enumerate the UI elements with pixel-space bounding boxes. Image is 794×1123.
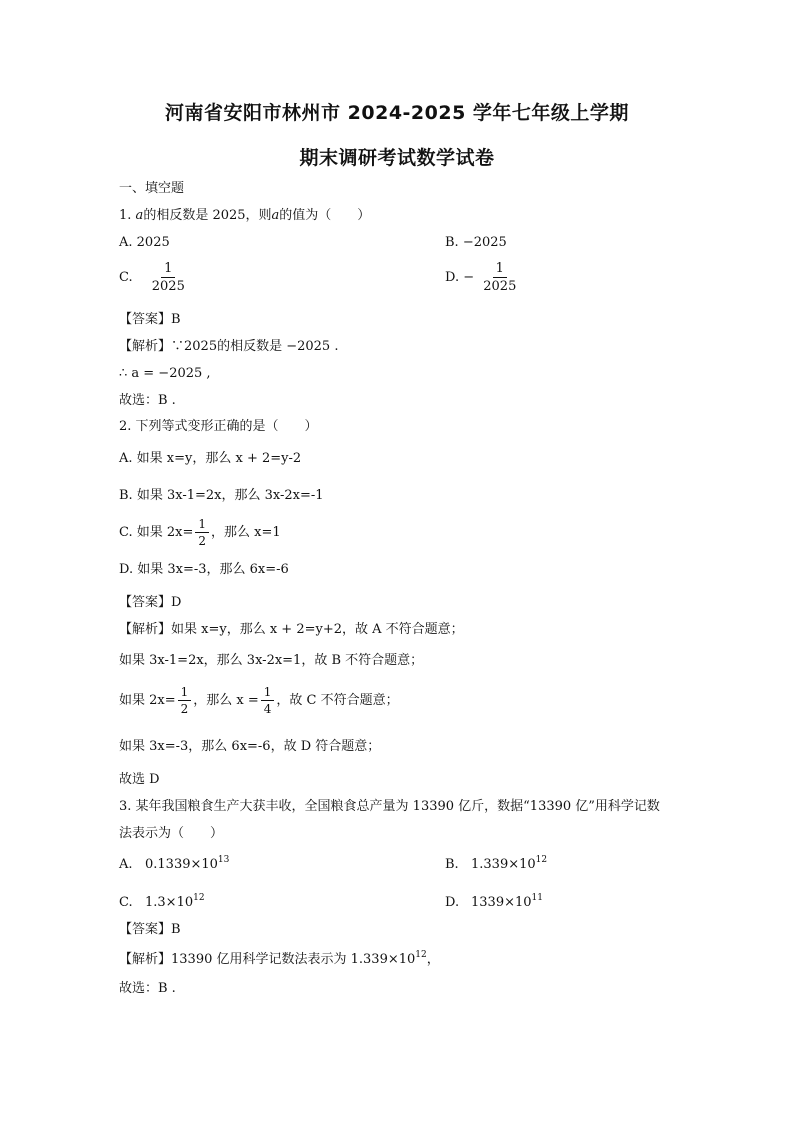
q1-stem-text-b: 的值为（ ）: [279, 208, 371, 223]
q3-option-d: [445, 894, 543, 912]
fraction-numerator: 1: [261, 686, 275, 701]
fraction-denominator: 2: [180, 702, 189, 716]
q3-option-d-base: 1339×10: [471, 895, 532, 910]
q2-answer: 【答案】D: [119, 595, 182, 610]
q1-option-c-label: C.: [119, 270, 133, 285]
q3-option-d-label: D.: [445, 895, 460, 910]
q3-stem-line-1: 3. 某年我国粮食生产大获丰收，全国粮食总产量为 13390 亿斤，数据“13390 亿”用科学记数: [119, 799, 660, 814]
q1-answer: 【答案】B: [119, 312, 181, 327]
q2-explanation-3-mid: ，那么 x =: [193, 693, 259, 708]
q2-explanation-3-pre: 如果 2x=: [119, 693, 176, 708]
fraction-denominator: 2025: [483, 279, 517, 294]
q3-explanation-1-pre: 【解析】13390 亿用科学记数法表示为: [119, 952, 351, 967]
q3-option-a-label: A.: [119, 857, 133, 872]
q2-explanation-1: 【解析】如果 x=y，那么 x + 2=y+2，故 A 不符合题意；: [119, 622, 464, 637]
q1-stem-text-a: 的相反数是 2025，则: [143, 208, 272, 223]
q3-option-b-base: 1.339×10: [471, 857, 536, 872]
q3-option-d-exponent: 11: [531, 893, 543, 903]
q3-option-c: [119, 894, 205, 912]
q3-option-b: [445, 856, 547, 874]
q1-option-d-label: D. −: [445, 270, 475, 285]
q2-explanation-2: 如果 3x-1=2x，那么 3x-2x=1，故 B 不符合题意；: [119, 653, 424, 668]
document-title-line-2: 期末调研考试数学试卷: [299, 147, 495, 169]
fraction-denominator: 2025: [151, 279, 185, 294]
fraction-numerator: 1: [493, 262, 507, 278]
q3-explanation-1-exponent: 12: [415, 950, 427, 960]
fraction-denominator: 2: [198, 534, 207, 548]
q2-option-c-fraction: [195, 518, 209, 547]
fraction-denominator: 4: [263, 702, 272, 716]
fraction-numerator: 1: [161, 262, 175, 278]
q3-answer: 【答案】B: [119, 922, 181, 937]
q3-explanation-1-post: ，: [426, 952, 440, 967]
q3-option-a: [119, 856, 229, 874]
q2-option-c-pre: C. 如果 2x=: [119, 525, 194, 540]
q2-stem: 2. 下列等式变形正确的是（ ）: [119, 419, 318, 434]
q3-option-c-exponent: 12: [193, 893, 205, 903]
q2-option-d: D. 如果 3x=-3，那么 6x=-6: [119, 562, 289, 577]
q2-explanation-3-fraction-1: [178, 686, 192, 715]
q3-option-c-base: 1.3×10: [145, 895, 194, 910]
q2-option-c-post: ，那么 x=1: [211, 525, 281, 540]
q3-option-a-exponent: 13: [217, 855, 230, 865]
q1-explanation-2: ∴ a = −2025 ,: [119, 366, 211, 381]
q3-stem-line-2: 法表示为（ ）: [119, 826, 224, 841]
document-title-line-1: 河南省安阳市林州市 2024-2025 学年七年级上学期: [165, 102, 629, 124]
q1-explanation-1: 【解析】∵2025的相反数是 −2025 .: [119, 339, 339, 354]
q1-variable-2: a: [271, 208, 280, 223]
q2-option-b: B. 如果 3x-1=2x，那么 3x-2x=-1: [119, 488, 324, 503]
fraction-numerator: 1: [178, 686, 192, 701]
q1-explanation-3: 故选：B .: [119, 393, 176, 408]
q2-explanation-5: 故选 D: [119, 772, 160, 787]
q3-explanation-2: 故选：B .: [119, 981, 176, 996]
q2-option-a: A. 如果 x=y，那么 x + 2=y-2: [119, 451, 302, 466]
q1-option-b: B. −2025: [445, 235, 507, 250]
q1-option-d-fraction: [480, 262, 519, 293]
q3-explanation-1-base: 1.339×10: [350, 952, 416, 967]
q2-explanation-3-fraction-2: [261, 686, 275, 715]
q1-number: 1.: [119, 208, 132, 223]
q3-explanation-1: [119, 951, 440, 969]
fraction-numerator: 1: [195, 518, 209, 533]
section-heading: 一、填空题: [119, 181, 185, 196]
q2-option-c: [119, 518, 281, 547]
q1-variable: a: [135, 208, 144, 223]
q3-option-c-label: C.: [119, 895, 133, 910]
q1-option-d: [445, 262, 521, 293]
q1-option-a: A. 2025: [119, 235, 170, 250]
q2-explanation-4: 如果 3x=-3，那么 6x=-6，故 D 符合题意；: [119, 739, 381, 754]
q2-explanation-3: [119, 686, 399, 715]
q3-option-b-label: B.: [445, 857, 459, 872]
q2-explanation-3-post: ，故 C 不符合题意；: [276, 693, 399, 708]
q3-option-b-exponent: 12: [535, 855, 548, 865]
q1-option-c-fraction: [149, 262, 188, 293]
q1-option-c: [119, 262, 190, 293]
q1-stem: [119, 207, 370, 225]
q3-option-a-base: 0.1339×10: [145, 857, 218, 872]
